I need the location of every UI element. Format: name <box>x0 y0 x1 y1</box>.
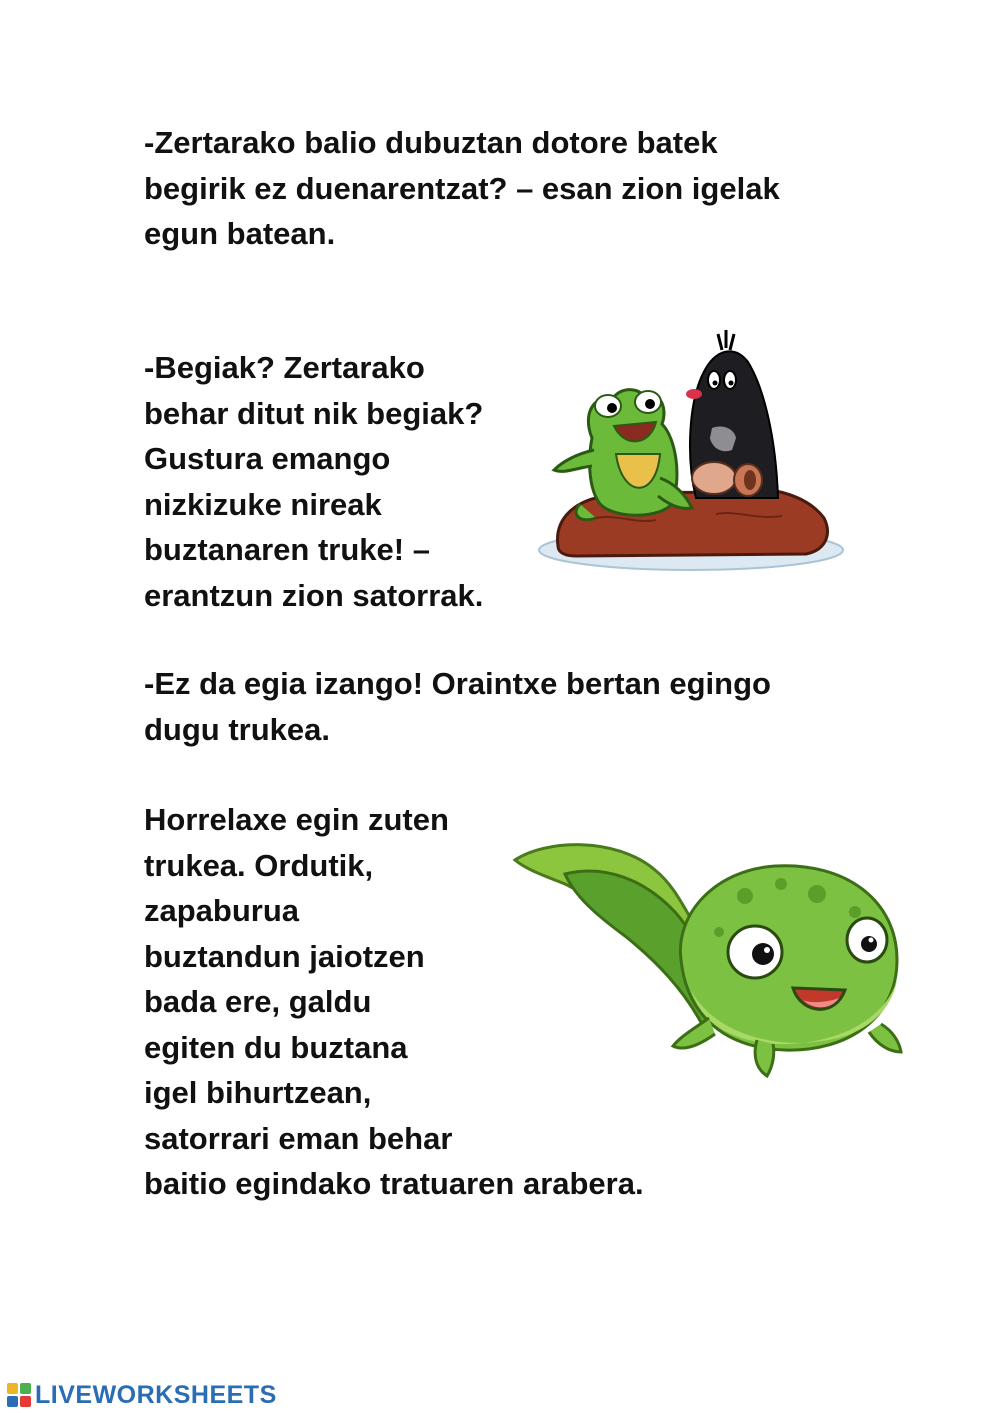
text-line: nizkizuke nireak <box>144 486 382 522</box>
paragraph-2 <box>144 345 483 618</box>
paragraph-1 <box>144 120 780 257</box>
text-line: satorrari eman behar <box>144 1120 453 1156</box>
text-line: behar ditut nik begiak? <box>144 395 484 431</box>
text-line: buztandun jaiotzen <box>144 938 425 974</box>
brand-name: LIVEWORKSHEETS <box>35 1380 277 1409</box>
text-line: -Ez da egia izango! Oraintxe bertan egingo <box>144 666 771 701</box>
text-line: -Begiak? Zertarako <box>144 350 425 385</box>
text-line: -Zertarako balio dubuztan dotore batek <box>144 125 718 160</box>
text-line: egiten du buztana <box>144 1029 408 1065</box>
frog-mole-illustration <box>536 328 846 578</box>
tadpole-illustration <box>505 840 910 1085</box>
text-line: dugu trukea. <box>144 711 331 747</box>
text-line: buztanaren truke! – <box>144 532 430 567</box>
text-line: egun batean. <box>144 216 336 251</box>
text-line: baitio egindako tratuaren arabera. <box>144 1166 644 1201</box>
paragraph-3 <box>144 661 771 752</box>
text-line: Horrelaxe egin zuten <box>144 802 449 837</box>
text-line: erantzun zion satorrak. <box>144 577 484 613</box>
text-line: bada ere, galdu <box>144 984 372 1019</box>
text-line: igel bihurtzean, <box>144 1075 372 1110</box>
text-line: zapaburua <box>144 893 300 928</box>
text-line: trukea. Ordutik, <box>144 847 374 883</box>
text-line: begirik ez duenarentzat? – esan zion igelak <box>144 170 780 206</box>
liveworksheets-brand <box>6 1380 277 1410</box>
text-line: Gustura emango <box>144 441 391 476</box>
liveworksheets-logo-icon <box>6 1382 32 1408</box>
